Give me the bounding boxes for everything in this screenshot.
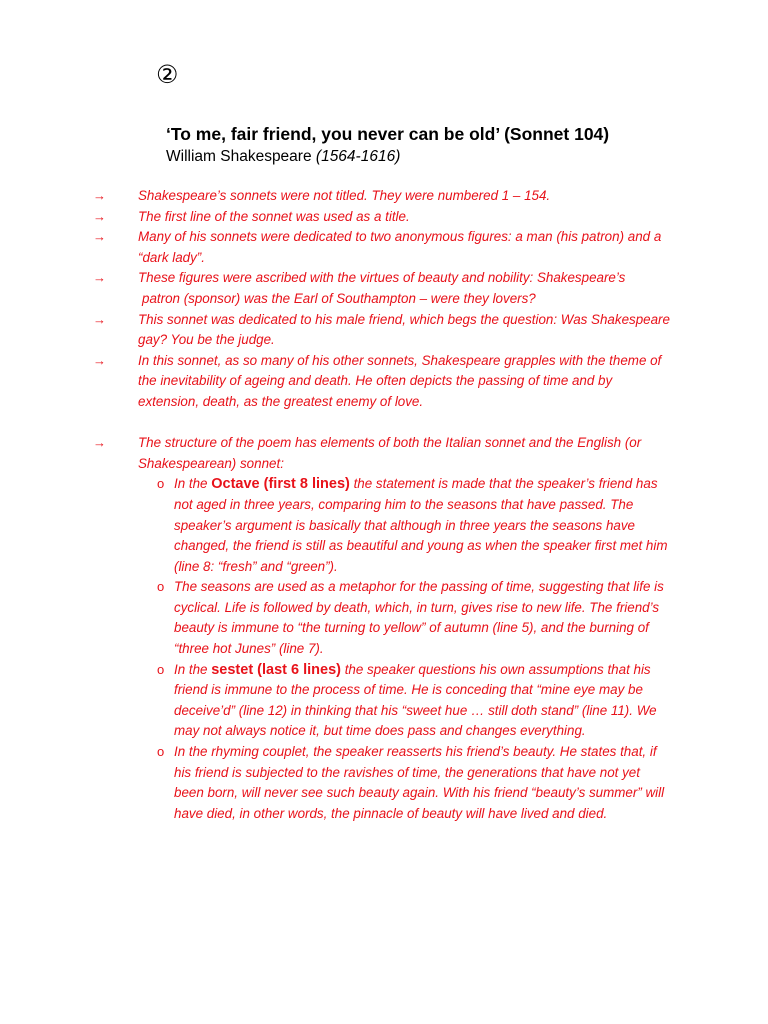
structure-text: In the [174,661,212,677]
arrow-icon: → [93,270,106,286]
note-text: Shakespeare’s sonnets were not titled. They were numbered 1 – 154. [138,188,551,203]
circle-bullet-icon: o [157,744,165,760]
author-line [166,148,400,166]
structure-text: In the rhyming couplet, the speaker reasserts his friend’s beauty. He states that, if his friend is subjected to the ravishes of time, the generations that have not yet been born, will never see such beauty again. With his friend “beauty’s summer” will have died, in other words, the pinnacle of beauty will have lived and died. [174,744,665,821]
circle-bullet-icon: o [157,579,165,595]
note-text: In this sonnet, as so many of his other sonnets, Shakespeare grapples with the theme of the inevitability of ageing and death. He often depicts the passing of time and by extension, death, as the greatest enemy of love. [138,352,662,409]
poem-title: ‘To me, fair friend, you never can be old’ (Sonnet 104) [166,124,610,144]
arrow-icon: → [93,352,106,368]
structure-item [0,474,672,577]
circle-bullet-icon: o [157,661,165,677]
note-item [0,186,672,207]
note-text-line: patron (sponsor) was the Earl of Southampton – were they lovers? [142,290,536,306]
structure-text: the speaker questions his own assumptions that his friend is immune to the process of time. He is conceding that “mine eye may be deceive’d” (line 12) in thinking that his “sweet hue … still doth stand” (line 11). We may not always notice it, but time does pass and changes everything. [174,661,657,739]
octave-highlight: Octave (first 8 lines) [211,476,350,493]
author-name: William Shakespeare [166,148,312,165]
arrow-icon: → [93,311,106,327]
note-text: The first line of the sonnet was used as a title. [138,208,410,224]
note-item [0,268,672,309]
note-text-line: These figures were ascribed with the virtues of beauty and nobility: Shakespeare’s [138,270,626,286]
arrow-icon: → [93,208,106,224]
structure-item [0,577,672,659]
note-item [0,433,672,474]
note-item [0,227,672,268]
arrow-icon: → [93,188,106,203]
circle-bullet-icon: o [157,476,165,492]
note-item [0,207,672,228]
structure-list [0,474,768,824]
note-text: Many of his sonnets were dedicated to two anonymous figures: a man (his patron) and a “dark lady”. [138,229,662,265]
sestet-highlight: sestet (last 6 lines) [211,661,341,678]
notes-list [0,186,768,824]
note-text: This sonnet was dedicated to his male friend, which begs the question: Was Shakespeare gay? You be the judge. [138,311,670,348]
page-number: ② [156,60,179,89]
note-text: The structure of the poem has elements of both the Italian sonnet and the English (or Shakespearean) sonnet: [138,435,642,471]
structure-text: the statement is made that the speaker’s friend has not aged in three years, comparing him to the seasons that have passed. The speaker’s argument is basically that although in three years the seasons have changed, the friend is still as beautiful and young as when the speaker first met him (line 8: “fresh” and “green”). [174,476,668,574]
structure-text: In the [174,476,212,492]
author-years: (1564-1616) [315,148,401,165]
structure-item [0,742,672,824]
arrow-icon: → [93,435,106,451]
arrow-icon: → [93,229,106,245]
spacer [0,413,768,434]
note-item [0,310,672,351]
note-item [0,351,672,413]
structure-text: The seasons are used as a metaphor for the passing of time, suggesting that life is cyclical. Life is followed by death, which, in turn, gives rise to new life. The friend’s beauty is immune to “the turning to yellow” of autumn (line 5), and the burning of “three hot Junes” (line 7). [174,579,664,657]
structure-item [0,660,672,742]
